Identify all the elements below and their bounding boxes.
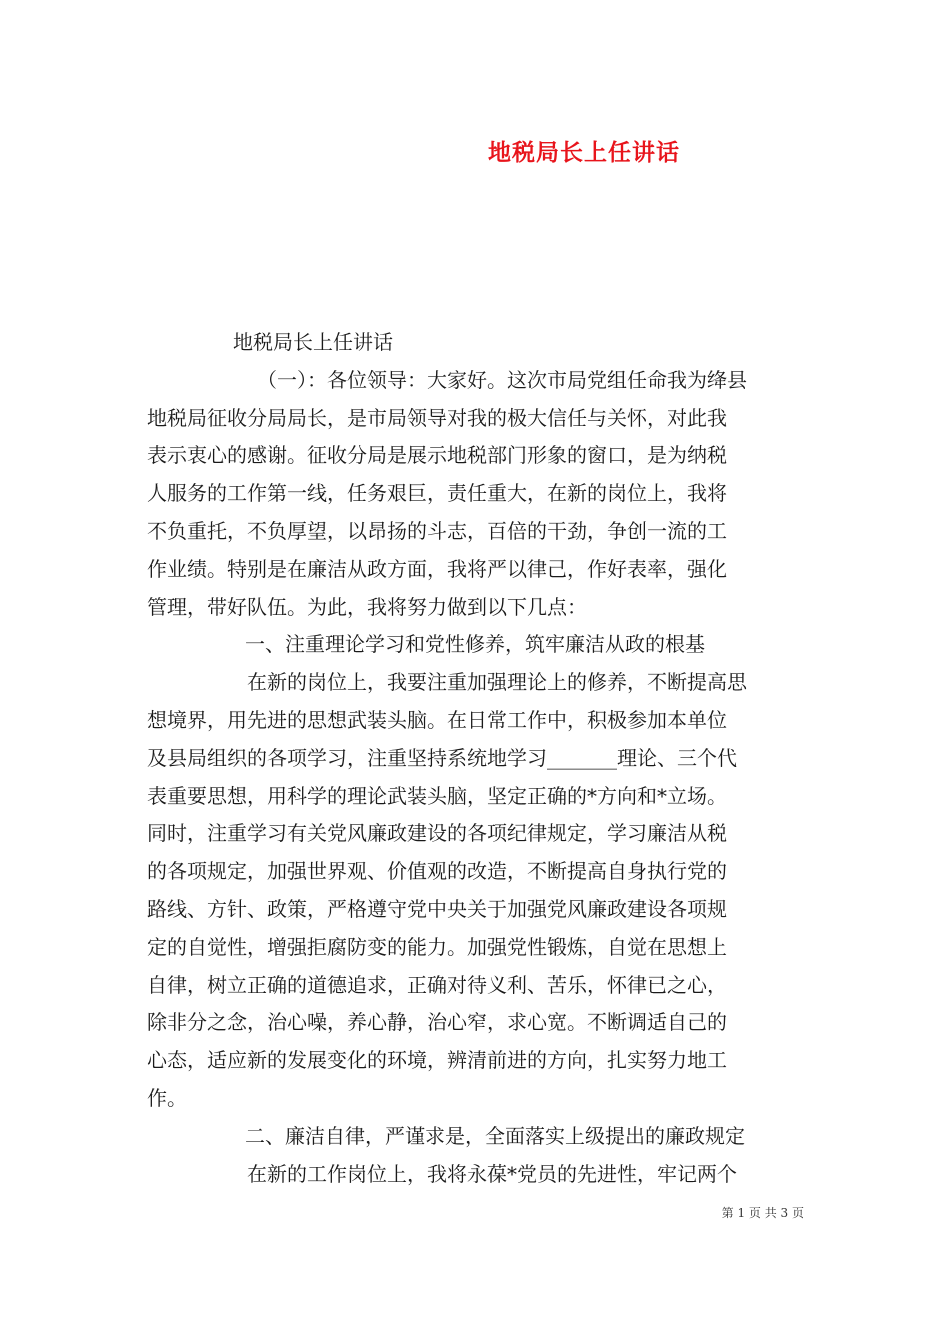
- page-number: 第 1 页 共 3 页: [721, 1206, 804, 1220]
- paragraph-line: 作。: [147, 1085, 187, 1110]
- paragraph-line: 及县局组织的各项学习，注重坚持系统地学习_______理论、三个代: [147, 745, 737, 770]
- paragraph-line: 人服务的工作第一线，任务艰巨，责任重大，在新的岗位上，我将: [147, 481, 727, 506]
- paragraph-line: （一）：各位领导：大家好。这次市局党组任命我为绛县: [257, 367, 747, 392]
- paragraph-line: 想境界，用先进的思想武装头脑。在日常工作中，积极参加本单位: [147, 707, 727, 732]
- paragraph-line: 在新的工作岗位上，我将永葆*党员的先进性，牢记两个: [247, 1161, 737, 1186]
- paragraph-line: 自律，树立正确的道德追求，正确对待义利、苦乐，怀律已之心，: [147, 972, 727, 997]
- subtitle-line: 地税局长上任讲话: [233, 330, 393, 354]
- document-title: 地税局长上任讲话: [488, 139, 680, 166]
- paragraph-line: 的各项规定，加强世界观、价值观的改造，不断提高自身执行党的: [147, 859, 727, 884]
- paragraph-line: 除非分之念，治心噪，养心静，治心窄，求心宽。不断调适自己的: [147, 1010, 727, 1035]
- paragraph-line: 在新的岗位上，我要注重加强理论上的修养，不断提高思: [247, 670, 747, 695]
- paragraph-line: 心态，适应新的发展变化的环境，辨清前进的方向，扎实努力地工: [147, 1048, 727, 1073]
- paragraph-line: 地税局征收分局局长，是市局领导对我的极大信任与关怀，对此我: [147, 405, 727, 430]
- section-heading: 一、注重理论学习和党性修养，筑牢廉洁从政的根基: [245, 632, 705, 657]
- paragraph-line: 表示衷心的感谢。征收分局是展示地税部门形象的窗口，是为纳税: [147, 443, 727, 468]
- paragraph-line: 路线、方针、政策，严格遵守党中央关于加强党风廉政建设各项规: [147, 896, 727, 921]
- paragraph-line: 作业绩。特别是在廉洁从政方面，我将严以律己，作好表率，强化: [147, 556, 727, 581]
- section-heading: 二、廉洁自律，严谨求是，全面落实上级提出的廉政规定: [245, 1123, 745, 1148]
- paragraph-line: 不负重托，不负厚望，以昂扬的斗志，百倍的干劲，争创一流的工: [147, 518, 727, 543]
- document-body: [147, 324, 807, 1193]
- paragraph-line: 同时，注重学习有关党风廉政建设的各项纪律规定，学习廉洁从税: [147, 821, 727, 846]
- paragraph-line: 管理，带好队伍。为此，我将努力做到以下几点：: [147, 594, 587, 619]
- paragraph-line: 定的自觉性，增强拒腐防变的能力。加强党性锻炼，自觉在思想上: [147, 934, 727, 959]
- paragraph-line: 表重要思想，用科学的理论武装头脑，坚定正确的*方向和*立场。: [147, 783, 727, 808]
